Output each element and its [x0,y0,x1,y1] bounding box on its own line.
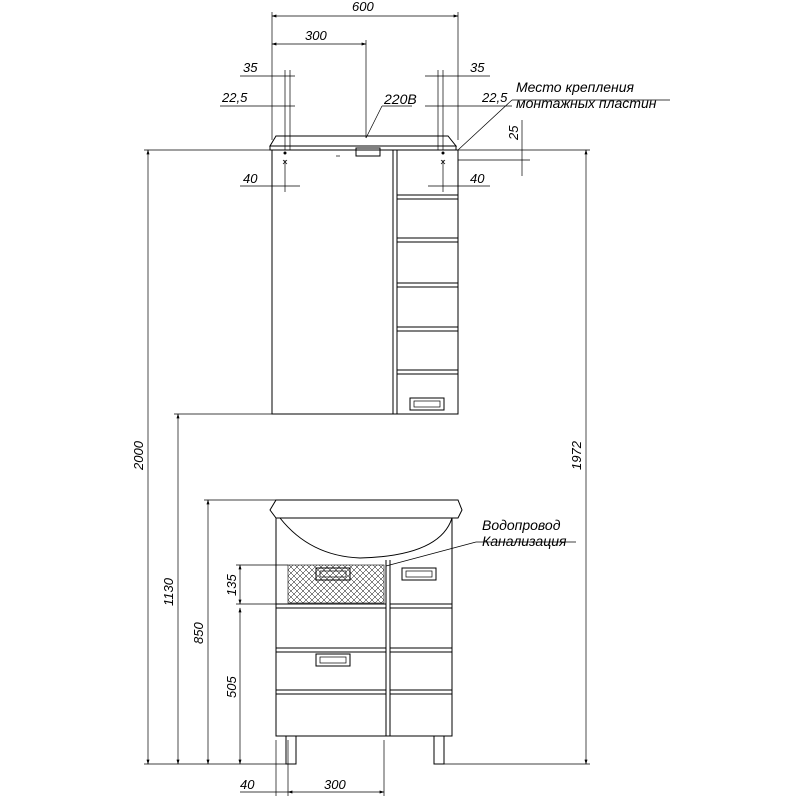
label-mount-place-2: монтажных пластин [516,95,657,111]
leg [286,736,296,764]
dim-22-5-right: 22,5 [482,90,508,105]
dim-40-right: 40 [470,171,485,186]
dim-850: 850 [191,622,206,644]
dim-300-bottom: 300 [324,777,346,792]
dim-1130: 1130 [161,578,176,606]
dim-35-right: 35 [470,60,485,75]
dim-40-left: 40 [243,171,258,186]
side-shelves [397,195,458,374]
mirror-cabinet [270,136,458,414]
leg [434,736,444,764]
dim-135: 135 [224,574,239,596]
mirror-drawer-handle [410,398,444,410]
label-mount-place-1: Место крепления [516,79,635,95]
label-220v: 220В [384,91,417,107]
dim-300-top: 300 [305,28,327,43]
dim-40-bottom: 40 [240,777,255,792]
label-water: Водопровод [482,517,561,533]
dim-505: 505 [224,676,239,698]
dim-25: 25 [506,125,521,140]
socket [356,148,380,156]
dimension-lines [144,12,670,796]
label-sewer: Канализация [482,533,567,549]
dim-35-left: 35 [243,60,258,75]
dimension-labels [131,0,584,792]
drawer-handle [402,568,436,580]
dim-1972: 1972 [569,441,584,470]
dim-22-5-left: 22,5 [222,90,248,105]
vanity-unit [270,500,462,764]
dim-2000: 2000 [131,441,146,470]
drawer-handle [316,654,350,666]
dim-600: 600 [352,0,374,14]
mount-points [283,152,445,165]
